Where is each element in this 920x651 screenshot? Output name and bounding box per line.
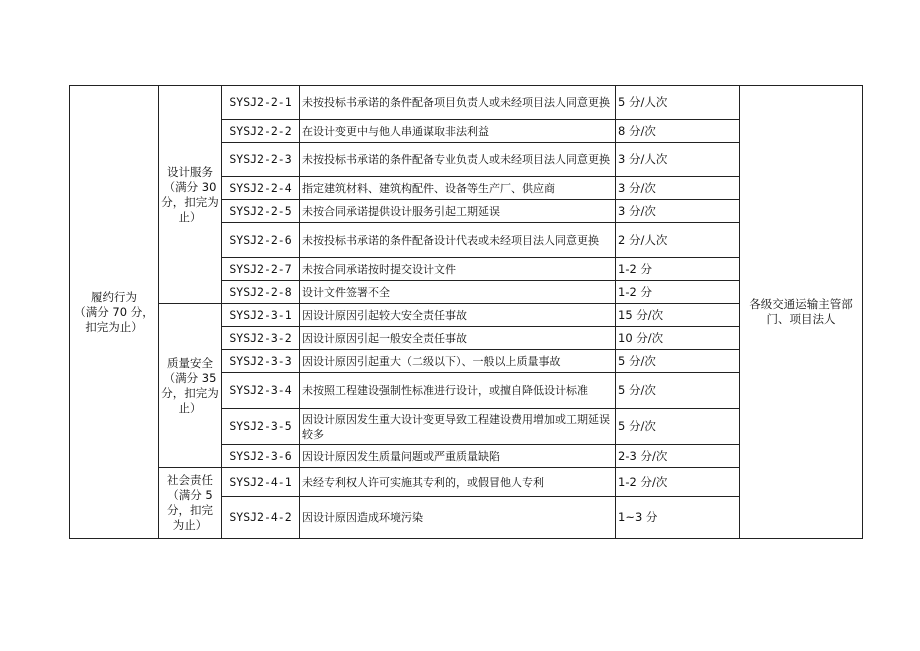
item-score: 3 分/人次 (616, 143, 740, 177)
item-description: 设计文件签署不全 (300, 281, 616, 304)
item-score: 3 分/次 (616, 200, 740, 223)
item-code: SYSJ2-3-6 (222, 445, 300, 468)
item-code: SYSJ2-2-2 (222, 120, 300, 143)
item-description: 未按合同承诺提供设计服务引起工期延误 (300, 200, 616, 223)
item-description: 因设计原因发生质量问题或严重质量缺陷 (300, 445, 616, 468)
evaluation-table (69, 85, 863, 539)
item-code: SYSJ2-2-5 (222, 200, 300, 223)
group-label-quality-safety: 质量安全 （满分 35 分，扣完为 止） (159, 304, 222, 468)
table-row (70, 86, 863, 120)
item-description: 未按投标书承诺的条件配备设计代表或未经项目法人同意更换 (300, 223, 616, 258)
item-code: SYSJ2-3-3 (222, 350, 300, 373)
item-code: SYSJ2-2-4 (222, 177, 300, 200)
item-score: 5 分/人次 (616, 86, 740, 120)
item-code: SYSJ2-2-8 (222, 281, 300, 304)
item-code: SYSJ2-3-2 (222, 327, 300, 350)
item-score: 2-3 分/次 (616, 445, 740, 468)
item-description: 因设计原因引起较大安全责任事故 (300, 304, 616, 327)
category-note: （满分 70 分，扣完为止） (74, 304, 154, 334)
item-description: 因设计原因引起重大（二级以下）、一般以上质量事故 (300, 350, 616, 373)
item-score: 5 分/次 (616, 373, 740, 409)
item-description: 因设计原因发生重大设计变更导致工程建设费用增加或工期延误较多 (300, 409, 616, 445)
group-label-design-service: 设计服务 （满分 30 分，扣完为 止） (159, 86, 222, 304)
category-title: 履约行为 (91, 289, 137, 304)
item-code: SYSJ2-2-7 (222, 258, 300, 281)
item-description: 未经专利权人许可实施其专利的，或假冒他人专利 (300, 468, 616, 497)
item-score: 1-2 分 (616, 258, 740, 281)
item-code: SYSJ2-3-4 (222, 373, 300, 409)
item-description: 未按投标书承诺的条件配备专业负责人或未经项目法人同意更换 (300, 143, 616, 177)
item-score: 10 分/次 (616, 327, 740, 350)
item-description: 未按照工程建设强制性标准进行设计，或擅自降低设计标准 (300, 373, 616, 409)
item-code: SYSJ2-4-2 (222, 497, 300, 539)
item-description: 在设计变更中与他人串通谋取非法利益 (300, 120, 616, 143)
item-code: SYSJ2-2-6 (222, 223, 300, 258)
item-code: SYSJ2-3-1 (222, 304, 300, 327)
item-score: 1-2 分/次 (616, 468, 740, 497)
item-description: 未按合同承诺按时提交设计文件 (300, 258, 616, 281)
category-cell (70, 86, 159, 539)
item-score: 1~3 分 (616, 497, 740, 539)
responsible-department: 各级交通运输主管部 门、项目法人 (740, 86, 863, 539)
item-description: 因设计原因造成环境污染 (300, 497, 616, 539)
item-score: 8 分/次 (616, 120, 740, 143)
item-description: 未按投标书承诺的条件配备项目负责人或未经项目法人同意更换 (300, 86, 616, 120)
item-score: 5 分/次 (616, 409, 740, 445)
item-score: 1-2 分 (616, 281, 740, 304)
item-code: SYSJ2-3-5 (222, 409, 300, 445)
item-score: 15 分/次 (616, 304, 740, 327)
item-description: 因设计原因引起一般安全责任事故 (300, 327, 616, 350)
item-score: 5 分/次 (616, 350, 740, 373)
item-code: SYSJ2-4-1 (222, 468, 300, 497)
item-score: 2 分/人次 (616, 223, 740, 258)
group-label-social-responsibility: 社会责任 （满分 5 分，扣完 为止） (159, 468, 222, 539)
item-description: 指定建筑材料、建筑构配件、设备等生产厂、供应商 (300, 177, 616, 200)
item-score: 3 分/次 (616, 177, 740, 200)
item-code: SYSJ2-2-3 (222, 143, 300, 177)
item-code: SYSJ2-2-1 (222, 86, 300, 120)
